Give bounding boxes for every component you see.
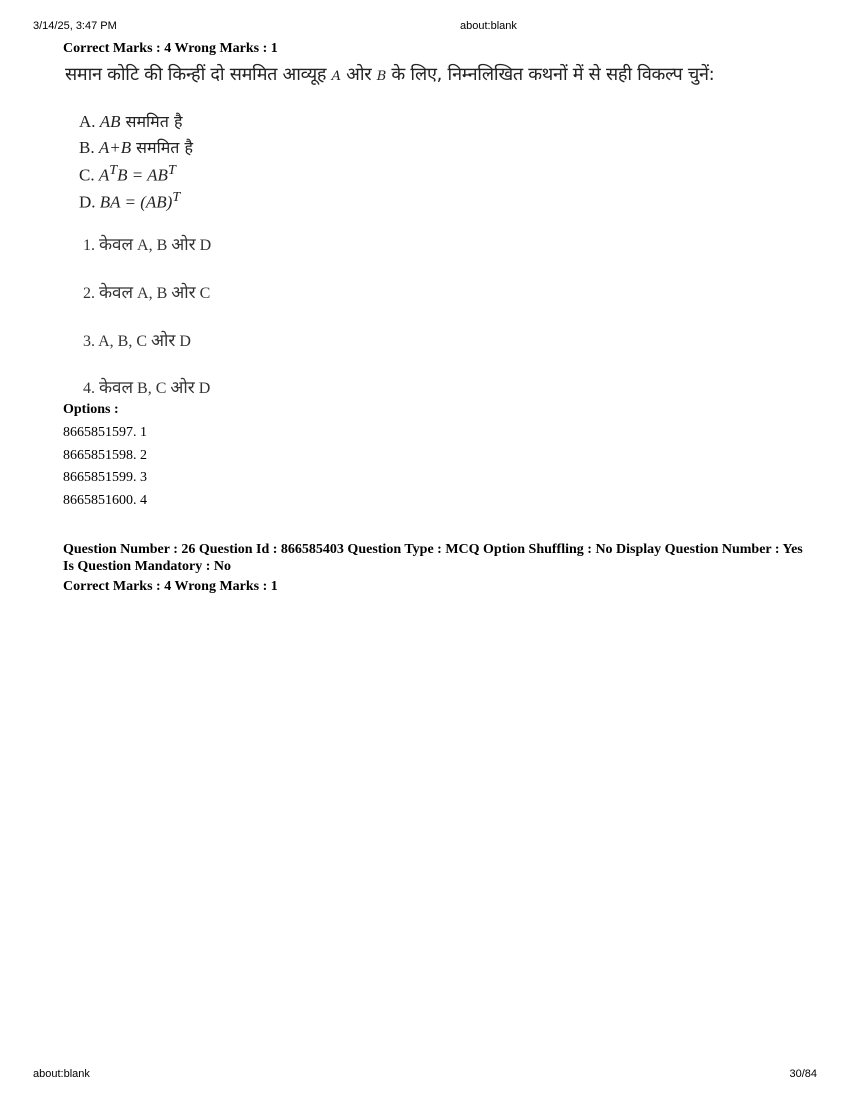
marks-info-next: Correct Marks : 4 Wrong Marks : 1 — [63, 579, 278, 594]
statement-d: D. BA = (AB)$^T$ — [79, 189, 181, 212]
option-item: 8665851600. 4 — [63, 492, 147, 508]
choice-3: 3. A, B, C ओर D — [83, 331, 191, 351]
option-item: 8665851598. 2 — [63, 447, 147, 463]
choice-4: 4. केवल B, C ओर D — [83, 378, 211, 398]
option-item: 8665851599. 3 — [63, 470, 147, 485]
choice-2: 2. केवल A, B ओर C — [83, 283, 211, 303]
marks-info: Correct Marks : 4 Wrong Marks : 1 — [63, 41, 278, 56]
question-header: Question Number : 26 Question Id : 866585403 Question Type : MCQ Option Shuffling : No Display Question Number : Yes Is Question Mandatory : No — [63, 542, 803, 574]
choice-1: 1. केवल A, B ओर D — [83, 235, 212, 255]
statement-c: C. $A^TB = AB^T$ — [79, 162, 176, 185]
statement-b: B. A+B सममित है — [79, 138, 193, 157]
options-label: Options : — [63, 402, 119, 417]
page-counter: 30/84 — [789, 1068, 817, 1080]
options-list — [63, 424, 147, 514]
question-image — [63, 62, 803, 402]
question-stem: समान कोटि की किन्हीं दो सममित आव्यूह A ओर B के लिए, निम्नलिखित कथनों में से सही विकल्प चुनें: — [65, 64, 715, 85]
print-page-title: about:blank — [460, 20, 517, 32]
print-footer-url: about:blank — [33, 1068, 90, 1080]
print-timestamp: 3/14/25, 3:47 PM — [33, 20, 117, 32]
option-item: 8665851597. 1 — [63, 425, 147, 440]
statement-a: A. AB सममित है — [79, 112, 183, 131]
